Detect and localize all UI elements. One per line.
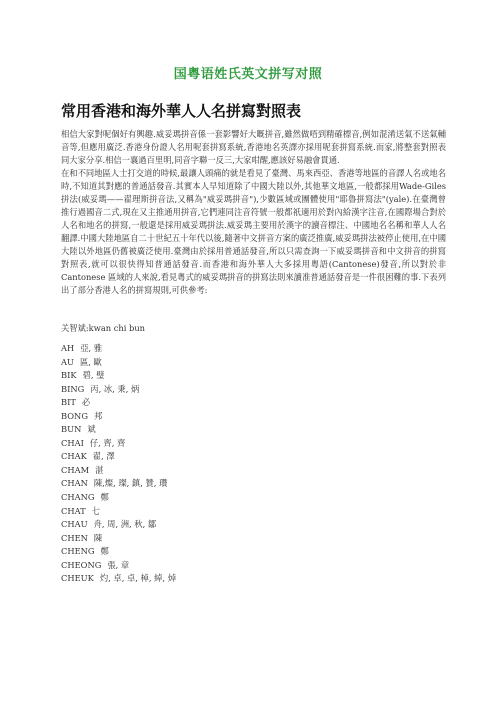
list-item	[61, 572, 176, 586]
list-item	[61, 369, 176, 383]
surname-characters: 鄭	[100, 492, 109, 503]
list-item	[61, 505, 176, 519]
surname-characters: 湛	[95, 464, 104, 475]
romanization: CHENG	[61, 546, 95, 557]
surname-characters: 翟, 澤	[92, 451, 115, 462]
surname-characters: 仔, 齊, 齊	[89, 437, 126, 448]
list-item	[61, 532, 176, 546]
list-item	[61, 356, 176, 370]
intro-text	[61, 128, 446, 297]
romanization: CHEONG	[61, 559, 102, 570]
surname-characters: 亞, 雅	[80, 343, 103, 353]
romanization: CHAU	[61, 519, 88, 530]
surname-characters: 陳,燦, 璨, 鎮, 贊, 瓚	[93, 478, 168, 489]
list-item	[61, 477, 176, 491]
romanization: AU	[61, 356, 74, 367]
list-item	[61, 559, 176, 573]
romanization: CHAN	[61, 478, 88, 489]
list-item	[61, 396, 176, 410]
section-heading: 常用香港和海外華人人名拼寫對照表	[61, 102, 302, 120]
list-item	[61, 545, 176, 559]
romanization: CHEN	[61, 532, 88, 543]
romanization: CHAT	[61, 505, 86, 516]
romanization: CHAK	[61, 451, 87, 462]
list-item	[61, 383, 176, 397]
list-item	[61, 410, 176, 424]
surname-characters: 邦	[93, 410, 103, 421]
list-item	[61, 423, 176, 437]
romanization: AH	[61, 343, 75, 353]
surname-characters: 張, 章	[107, 559, 130, 570]
romanization: BING	[61, 383, 85, 394]
list-item	[61, 464, 176, 478]
surname-characters: 陳	[93, 532, 103, 543]
romanization: BIK	[61, 370, 77, 381]
surname-characters: 舟, 周, 洲, 秋, 鄒	[93, 519, 157, 530]
romanization: BUN	[61, 424, 82, 435]
document-title: 国粤语姓氏英文拼写对照	[173, 67, 323, 82]
romanization: BONG	[61, 410, 88, 421]
list-item	[61, 342, 176, 356]
list-item	[61, 450, 176, 464]
surname-characters: 必	[81, 397, 91, 408]
surname-characters: 灼, 卓, 卓, 棹, 綽, 焯	[99, 573, 176, 584]
romanization: BIT	[61, 397, 76, 408]
intro-paragraph: 相信大家對呢個好有興趣.威妥瑪拼音係一套影響好大嘅拼音,雖然做唔到精確標音,例如混淆送氣不送氣輔音等,但應用廣泛.香港身份證人名用呢套拼寫系統,香港地名英譯亦採用呢套拼寫系統.而家,將整套對照表同大家分享.相信一襄過百里明,同音字聯一反三,大家咁醒,應該好易融會貫通.	[61, 129, 446, 165]
surname-characters: 鄭	[100, 546, 109, 557]
surname-characters: 丙, 冰, 秉, 炳	[90, 383, 140, 394]
romanization: CHAI	[61, 437, 84, 448]
author-line: 关智斌:kwan chi bun	[61, 323, 146, 333]
romanization-list	[61, 342, 176, 586]
romanization: CHAM	[61, 464, 90, 475]
surname-characters: 斌	[87, 424, 96, 435]
surname-characters: 碧, 璧	[82, 370, 105, 381]
romanization: CHEUK	[61, 573, 94, 584]
romanization: CHANG	[61, 492, 95, 503]
list-item	[61, 491, 176, 505]
list-item	[61, 437, 176, 451]
list-item	[61, 518, 176, 532]
surname-characters: 七	[91, 505, 100, 516]
surname-characters: 區, 歐	[79, 356, 102, 367]
intro-paragraph: 在和不同地區人士打交道的時候,最讓人頭痛的就是看見了臺灣、馬來西亞、香港等地區的音譯人名或地名時,不知道其對應的普通話發音.其實本人早知道除了中國大陸以外,其他華文地區,一般都採用Wade-Giles 拼法(威妥瑪——翟理斯拼音法,又稱為"威妥瑪拼音"),少數區域或團體使用"耶魯拼寫法"(yale).在臺灣曾推行過國音二式,現在又主推通用拼音,它們連同注音符號一般都祇適用於對內給漢字注音,在國際場合對於人名和地名的拼寫,一般還是採用威妥瑪拼法.威妥瑪主要用於漢字的讀音標注、中國地名名稱和華人人名翻譯.中國大陸地區自二十世紀五十年代以後,隨著中文拼音方案的廣泛推廣,威妥瑪拼法被停止使用,在中國大陸以外地區仍舊被廣泛使用.臺灣由於採用普通話發音,所以只需查詢一下威妥瑪拼音和中文拼音的拼寫對照表,就可以很快得知普通話發音.而香港和海外華人大多採用粵語(Cantonese)發音,所以對於非 Cantonese 區域的人來說,看見粵式的威妥瑪拼音的拼寫法則來讀准普通話發音是一件很困難的事.下表列出了部分香港人名的拼寫規則,可供參考:	[61, 168, 446, 295]
